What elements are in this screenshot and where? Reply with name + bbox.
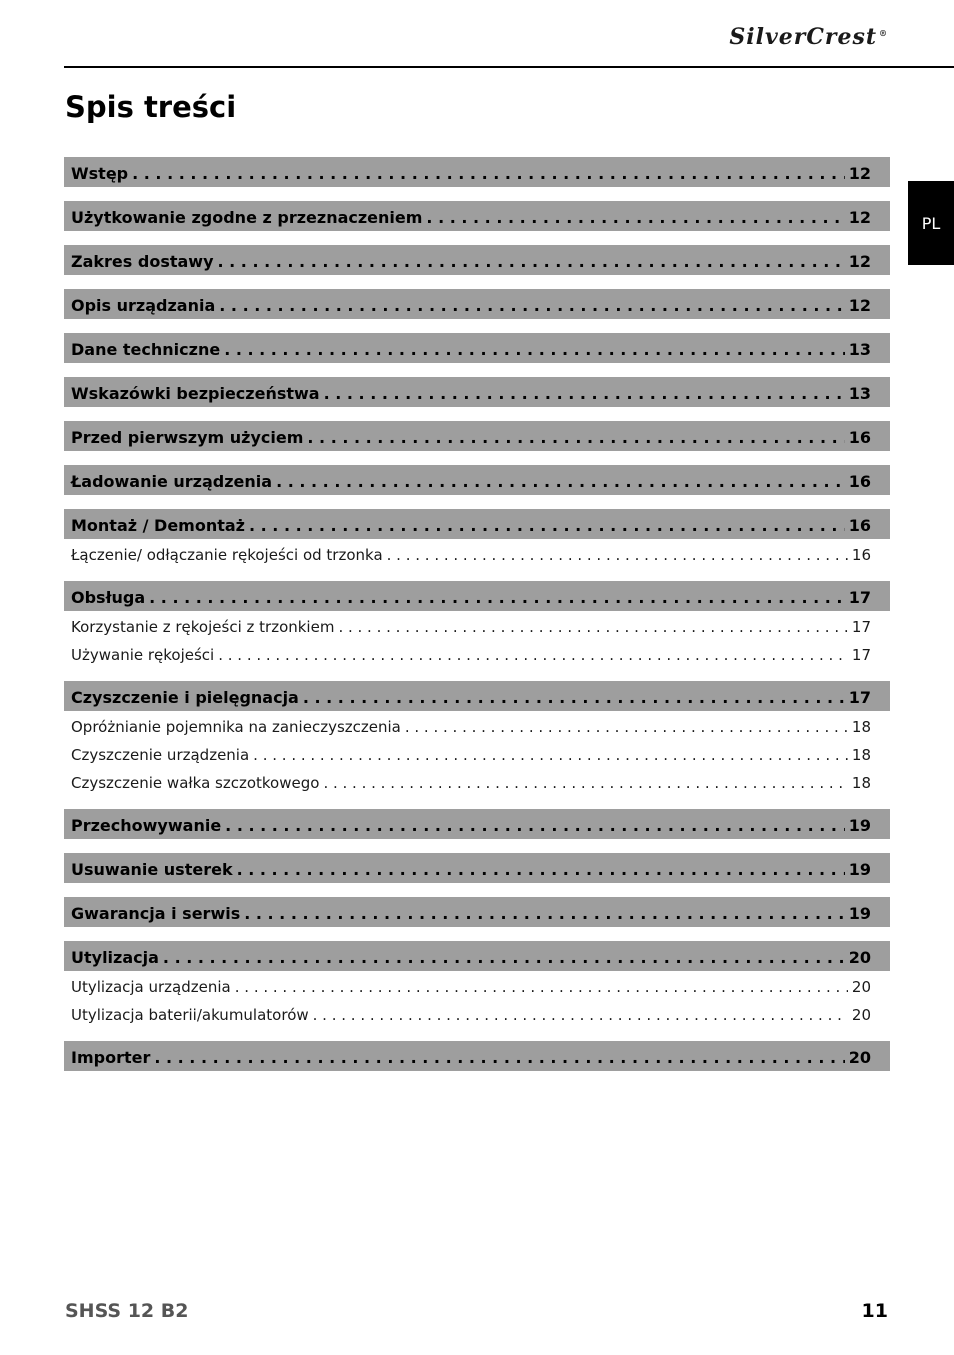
toc-leader-dots xyxy=(244,904,845,923)
toc-section[interactable] xyxy=(64,465,890,495)
toc-subsection[interactable] xyxy=(64,999,890,1027)
toc-leader-dots xyxy=(323,774,847,792)
toc-leader-dots xyxy=(249,516,845,535)
toc-entry-title: Utylizacja urządzenia xyxy=(71,978,231,996)
toc-section[interactable] xyxy=(64,157,890,187)
toc-leader-dots xyxy=(224,340,845,359)
registered-mark: ® xyxy=(879,27,888,38)
toc-leader-dots xyxy=(225,816,845,835)
toc-entry-page: 17 xyxy=(851,618,871,636)
toc-section[interactable] xyxy=(64,941,890,971)
toc-section[interactable] xyxy=(64,245,890,275)
toc-section[interactable] xyxy=(64,333,890,363)
toc-entry-title: Czyszczenie wałka szczotkowego xyxy=(71,774,320,792)
toc-leader-dots xyxy=(307,428,844,447)
toc-subsection[interactable] xyxy=(64,739,890,767)
toc-entry-title: Ładowanie urządzenia xyxy=(71,472,273,491)
toc-entry-page: 13 xyxy=(848,340,871,359)
toc-leader-dots xyxy=(303,688,845,707)
toc-subsection[interactable] xyxy=(64,539,890,567)
toc-entry-title: Usuwanie usterek xyxy=(71,860,233,879)
toc-entry-page: 17 xyxy=(851,646,871,664)
toc-leader-dots xyxy=(132,164,845,183)
header-rule xyxy=(64,66,954,68)
toc-entry-title: Gwarancja i serwis xyxy=(71,904,241,923)
toc-leader-dots xyxy=(218,646,848,664)
brand-logo xyxy=(729,24,888,50)
toc-leader-dots xyxy=(154,1048,844,1067)
toc-leader-dots xyxy=(219,296,844,315)
toc-entry-page: 20 xyxy=(848,1048,871,1067)
toc-entry-title: Użytkowanie zgodne z przeznaczeniem xyxy=(71,208,423,227)
toc-section[interactable] xyxy=(64,201,890,231)
toc-entry-page: 20 xyxy=(848,948,871,967)
toc-entry-page: 18 xyxy=(851,774,871,792)
toc-subsection[interactable] xyxy=(64,611,890,639)
toc-entry-page: 16 xyxy=(848,428,871,447)
toc-entry-title: Zakres dostawy xyxy=(71,252,214,271)
toc-section[interactable] xyxy=(64,681,890,711)
toc-entry-title: Obsługa xyxy=(71,588,146,607)
toc-subsection[interactable] xyxy=(64,767,890,795)
toc-entry-title: Czyszczenie i pielęgnacja xyxy=(71,688,299,707)
toc-entry-page: 12 xyxy=(848,208,871,227)
toc-entry-title: Wskazówki bezpieczeństwa xyxy=(71,384,320,403)
toc-entry-title: Przechowywanie xyxy=(71,816,222,835)
toc-entry-title: Importer xyxy=(71,1048,151,1067)
brand-logo-text: SilverCrest xyxy=(729,24,877,50)
toc-entry-title: Wstęp xyxy=(71,164,129,183)
toc-entry-title: Montaż / Demontaż xyxy=(71,516,245,535)
toc-subsection[interactable] xyxy=(64,711,890,739)
toc-entry-title: Utylizacja xyxy=(71,948,159,967)
toc-leader-dots xyxy=(405,718,848,736)
toc-leader-dots xyxy=(324,384,845,403)
toc-entry-title: Czyszczenie urządzenia xyxy=(71,746,250,764)
toc-leader-dots xyxy=(387,546,848,564)
toc-entry-title: Łączenie/ odłączanie rękojeści od trzonka xyxy=(71,546,383,564)
page-title: Spis treści xyxy=(65,90,237,124)
toc-section[interactable] xyxy=(64,509,890,539)
toc-entry-title: Opróżnianie pojemnika na zanieczyszczenia xyxy=(71,718,401,736)
toc-leader-dots xyxy=(338,618,847,636)
toc-entry-page: 19 xyxy=(848,816,871,835)
toc-entry-page: 12 xyxy=(848,252,871,271)
toc-entry-title: Korzystanie z rękojeści z trzonkiem xyxy=(71,618,335,636)
toc-entry-page: 12 xyxy=(848,164,871,183)
toc-leader-dots xyxy=(163,948,845,967)
toc-subsection[interactable] xyxy=(64,639,890,667)
toc-leader-dots xyxy=(235,978,848,996)
toc-entry-page: 18 xyxy=(851,746,871,764)
toc-entry-page: 17 xyxy=(848,688,871,707)
toc-entry-page: 18 xyxy=(851,718,871,736)
table-of-contents xyxy=(64,157,890,1071)
toc-entry-page: 16 xyxy=(848,516,871,535)
toc-entry-title: Utylizacja baterii/akumulatorów xyxy=(71,1006,309,1024)
toc-leader-dots xyxy=(149,588,845,607)
toc-entry-page: 17 xyxy=(848,588,871,607)
language-tab xyxy=(908,181,954,265)
toc-section[interactable] xyxy=(64,897,890,927)
footer-model: SHSS 12 B2 xyxy=(65,1300,189,1322)
language-tab-label: PL xyxy=(921,213,941,233)
toc-entry-page: 19 xyxy=(848,860,871,879)
toc-section[interactable] xyxy=(64,581,890,611)
toc-entry-page: 20 xyxy=(851,1006,871,1024)
toc-entry-title: Przed pierwszym użyciem xyxy=(71,428,304,447)
toc-entry-page: 16 xyxy=(848,472,871,491)
toc-entry-title: Dane techniczne xyxy=(71,340,221,359)
toc-entry-page: 12 xyxy=(848,296,871,315)
toc-entry-title: Opis urządzania xyxy=(71,296,216,315)
toc-subsection[interactable] xyxy=(64,971,890,999)
toc-leader-dots xyxy=(276,472,845,491)
footer-page-number: 11 xyxy=(861,1300,888,1322)
toc-entry-page: 19 xyxy=(848,904,871,923)
toc-leader-dots xyxy=(218,252,845,271)
toc-entry-page: 20 xyxy=(851,978,871,996)
toc-section[interactable] xyxy=(64,289,890,319)
toc-leader-dots xyxy=(313,1006,848,1024)
toc-entry-page: 13 xyxy=(848,384,871,403)
toc-entry-title: Używanie rękojeści xyxy=(71,646,215,664)
toc-section[interactable] xyxy=(64,853,890,883)
toc-section[interactable] xyxy=(64,421,890,451)
toc-section[interactable] xyxy=(64,1041,890,1071)
toc-entry-page: 16 xyxy=(851,546,871,564)
toc-section[interactable] xyxy=(64,377,890,407)
toc-leader-dots xyxy=(237,860,845,879)
toc-section[interactable] xyxy=(64,809,890,839)
toc-leader-dots xyxy=(426,208,844,227)
toc-leader-dots xyxy=(253,746,848,764)
